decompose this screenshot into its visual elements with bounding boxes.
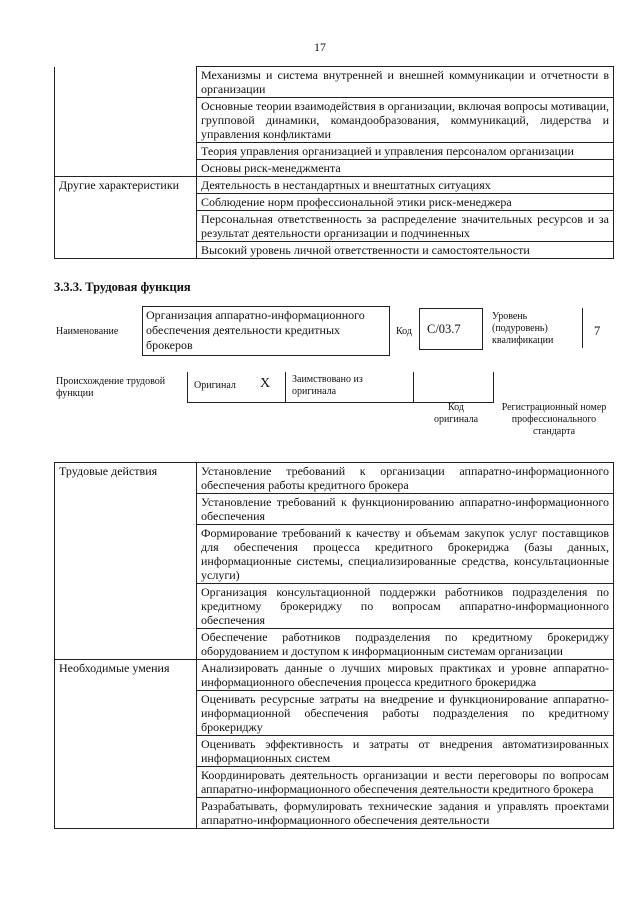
- row-text: Координировать деятельность организации и вести переговоры по вопросам аппаратно-информационного обеспечения деятельности кредитного брокера: [197, 767, 614, 798]
- row-label: [55, 98, 197, 143]
- table-row: [55, 463, 614, 494]
- row-text: Установление требований к функционированию аппаратно-информационного обеспечения: [197, 494, 614, 525]
- origin-divider: [413, 372, 414, 402]
- table-row: [55, 160, 614, 177]
- level-value: 7: [594, 324, 601, 338]
- original-mark: X: [260, 376, 271, 391]
- original-label: Оригинал: [194, 380, 236, 391]
- row-label: [55, 143, 197, 160]
- row-text: Механизмы и система внутренней и внешней коммуникации и отчетности в организации: [197, 67, 614, 98]
- row-label: [55, 629, 197, 660]
- row-label: [55, 798, 197, 829]
- row-text: Соблюдение норм профессиональной этики риск-менеджера: [197, 194, 614, 211]
- row-label: [55, 584, 197, 629]
- table-row: [55, 242, 614, 259]
- row-label: [55, 194, 197, 211]
- row-text: Персональная ответственность за распределение значительных ресурсов и за результат деятельности организации и подчиненных: [197, 211, 614, 242]
- table-row: [55, 143, 614, 160]
- row-text: Обеспечение работников подразделения по кредитному брокериджу оборудованием и доступом к информационным системам организации: [197, 629, 614, 660]
- table-row: [55, 660, 614, 691]
- table-row: [55, 98, 614, 143]
- table-row: [55, 767, 614, 798]
- row-label: Необходимые умения: [55, 660, 197, 691]
- row-label: Трудовые действия: [55, 463, 197, 494]
- table-row: [55, 211, 614, 242]
- section-title: 3.3.3. Трудовая функция: [54, 280, 191, 294]
- origin-label: Происхождение трудовой функции: [56, 376, 166, 399]
- table-row: [55, 67, 614, 98]
- row-text: Установление требований к организации аппаратно-информационного обеспечения работы кредитного брокера: [197, 463, 614, 494]
- row-label: [55, 736, 197, 767]
- row-label: [55, 160, 197, 177]
- row-text: Организация консультационной поддержки работников подразделения по кредитному брокериджу по вопросам аппаратно-информационного обеспечения: [197, 584, 614, 629]
- row-text: Основные теории взаимодействия в организации, включая вопросы мотивации, групповой динамики, командообразования, коммуникаций, лидерства и управления конфликтами: [197, 98, 614, 143]
- origin-divider: [285, 372, 286, 402]
- table-row: [55, 525, 614, 584]
- row-text: Разрабатывать, формулировать технические задания и управлять проектами аппаратно-информационного обеспечения деятельности: [197, 798, 614, 829]
- table-row: [55, 629, 614, 660]
- row-text: Основы риск-менеджмента: [197, 160, 614, 177]
- row-text: Формирование требований к качеству и объемам закупок услуг поставщиков для обеспечения процесса кредитного брокериджа (базы данных, информационные системы, специализированные средства, консультационные услуги): [197, 525, 614, 584]
- code-original-caption: Код оригинала: [433, 402, 479, 425]
- row-text: Анализировать данные о лучших мировых практиках и уровне аппаратно-информационного обеспечения процесса кредитного брокериджа: [197, 660, 614, 691]
- row-text: Высокий уровень личной ответственности и самостоятельности: [197, 242, 614, 259]
- page-number: 17: [314, 40, 326, 54]
- function-name: Организация аппаратно-информационного обеспечения деятельности кредитных брокеров: [146, 308, 365, 352]
- row-label: [55, 767, 197, 798]
- row-label: Другие характеристики: [55, 177, 197, 194]
- table-row: [55, 494, 614, 525]
- table-row: [55, 798, 614, 829]
- row-label: [55, 691, 197, 736]
- borrowed-label: Заимствовано из оригинала: [292, 374, 363, 397]
- code-value: С/03.7: [427, 322, 461, 336]
- row-label: [55, 494, 197, 525]
- name-label: Наименование: [56, 326, 119, 337]
- table-row: [55, 736, 614, 767]
- row-text: Теория управления организацией и управления персоналом организации: [197, 143, 614, 160]
- characteristics-table: [54, 66, 614, 259]
- actions-skills-table: [54, 462, 614, 829]
- row-label: [55, 211, 197, 242]
- table-row: [55, 194, 614, 211]
- row-label: [55, 67, 197, 98]
- reg-number-caption: Регистрационный номер профессионального стандарта: [501, 402, 607, 437]
- table-row: [55, 691, 614, 736]
- row-text: Деятельность в нестандартных и внештатных ситуациях: [197, 177, 614, 194]
- level-label: Уровень (подуровень) квалификации: [492, 311, 554, 346]
- code-label: Код: [396, 326, 412, 337]
- table-row: [55, 584, 614, 629]
- row-text: Оценивать ресурсные затраты на внедрение и функционирование аппаратно-информационной обеспечения работы подразделения по кредитному брокериджу: [197, 691, 614, 736]
- row-text: Оценивать эффективность и затраты от внедрения автоматизированных информационных систем: [197, 736, 614, 767]
- row-label: [55, 525, 197, 584]
- row-label: [55, 242, 197, 259]
- table-row: [55, 177, 614, 194]
